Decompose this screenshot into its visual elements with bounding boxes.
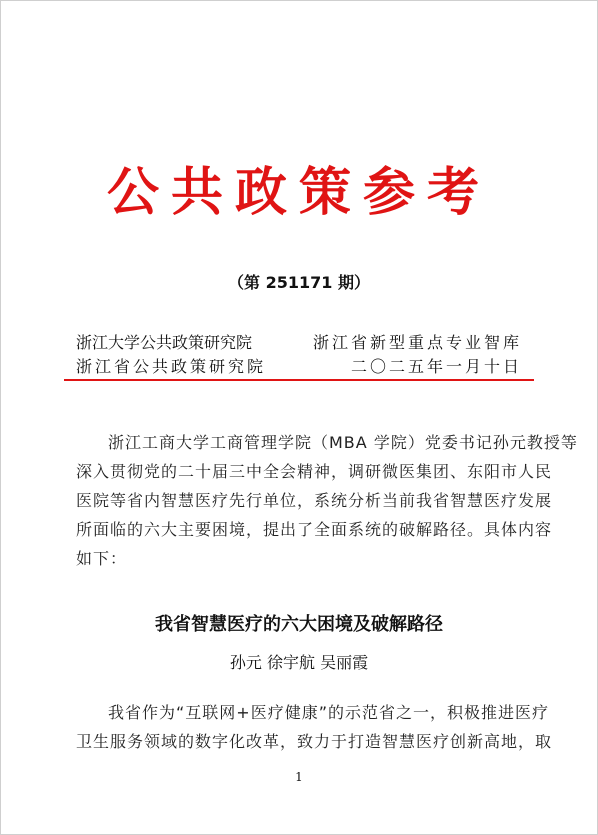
publisher-left-1: 浙江大学公共政策研究院 — [76, 333, 253, 352]
publisher-row-2 — [76, 354, 522, 377]
body-line: 卫生服务领域的数字化改革，致力于打造智慧医疗创新高地，取 — [76, 732, 553, 751]
intro-line: 浙江工商大学工商管理学院（MBA 学院）党委书记孙元教授等 — [108, 433, 578, 452]
intro-line: 所面临的六大主要困境，提出了全面系统的破解路径。具体内容 — [76, 520, 553, 539]
publisher-left-2: 浙江省公共政策研究院 — [76, 357, 267, 376]
intro-line: 深入贯彻党的二十届三中全会精神，调研微医集团、东阳市人民 — [76, 462, 553, 481]
authors: 孙元 徐宇航 吴丽霞 — [229, 653, 369, 672]
publisher-right-1: 浙江省新型重点专业智库 — [312, 333, 522, 352]
issue-number: （第 251171 期） — [228, 273, 370, 292]
article-title: 我省智慧医疗的六大困境及破解路径 — [155, 614, 443, 635]
document-title: 公共政策参考 — [106, 162, 491, 223]
body-paragraph — [76, 698, 553, 756]
intro-line: 医院等省内智慧医疗先行单位，系统分析当前我省智慧医疗发展 — [76, 491, 553, 510]
red-divider-rule — [64, 379, 534, 381]
body-line: 我省作为“互联网+医疗健康”的示范省之一，积极推进医疗 — [108, 703, 549, 722]
page-number: 1 — [295, 770, 303, 784]
intro-line: 如下： — [76, 549, 128, 568]
publication-date: 二〇二五年一月十日 — [350, 357, 522, 376]
publisher-row-1 — [76, 330, 522, 353]
intro-paragraph — [76, 428, 578, 573]
